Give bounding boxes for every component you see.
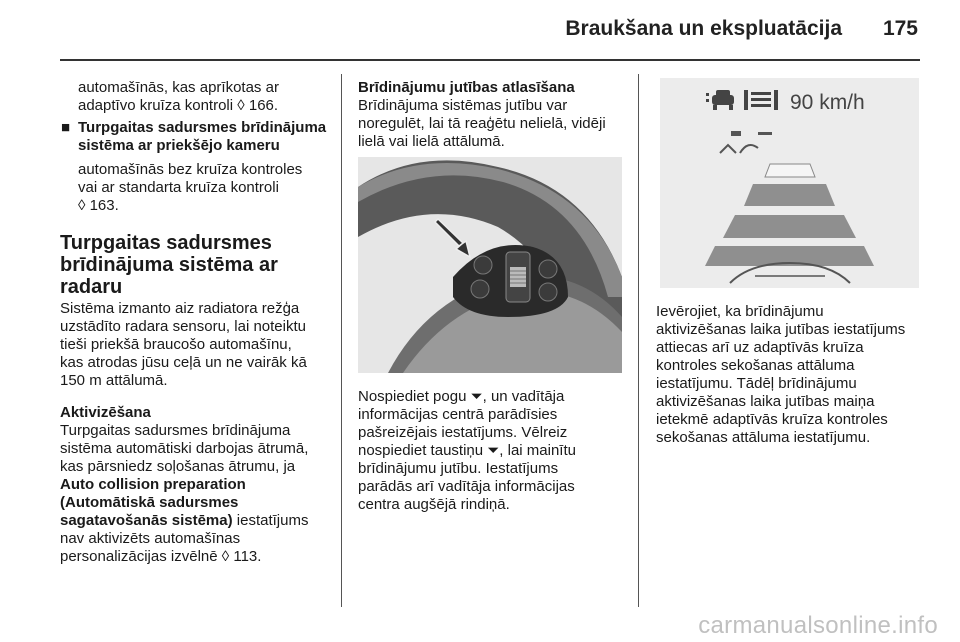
text-line: sistēma automātiski darbojas ātrumā, xyxy=(60,440,309,457)
activation-paragraph xyxy=(60,422,330,566)
speed-display-text: 90 km/h xyxy=(790,91,865,114)
sensitivity-button-icon: ⏷ xyxy=(487,442,500,459)
text-line: automašīnās bez kruīza kontroles xyxy=(78,161,303,178)
text-line: Turpgaitas sadursmes brīdinājuma xyxy=(60,422,291,439)
text-line: aktivizēšanas laika jutības maiņa xyxy=(656,393,875,410)
cross-reference-link[interactable]: 166. xyxy=(248,97,279,114)
page-title: Braukšana un ekspluatācija xyxy=(565,17,842,40)
page-number: 175 xyxy=(882,17,918,40)
text-line: Sistēma izmanto aiz radiatora režģa xyxy=(60,300,300,317)
text-line: 150 m attālumā. xyxy=(60,372,168,389)
text-line xyxy=(78,197,330,215)
text-line: sagatavošanās sistēma) iestatījums xyxy=(60,512,309,529)
menu-setting-name: Auto collision preparation xyxy=(60,476,246,493)
driver-info-display xyxy=(660,78,919,288)
bullet-icon: ■ xyxy=(61,119,71,136)
text-line: Turpgaitas sadursmes brīdinājuma xyxy=(78,119,327,136)
text-line: Nospiediet pogu ⏷, un vadītāja xyxy=(358,388,565,405)
text-line: centra augšējā rindiņā. xyxy=(358,496,510,513)
continued-paragraph xyxy=(60,79,330,115)
text-line: nav aktivizēts automašīnas xyxy=(60,530,241,547)
bullet-text xyxy=(60,161,330,215)
text-line: Ievērojiet, ka brīdinājumu xyxy=(656,303,824,320)
section-subheading: Brīdinājumu jutības atlasīšana xyxy=(358,79,575,96)
intro-paragraph xyxy=(60,300,330,390)
cross-reference-link[interactable]: 163. xyxy=(89,197,119,214)
text-line: brīdinājumu jutību. Iestatījums xyxy=(358,460,559,477)
text-line: uzstādīto radara sensoru, lai noteiktu xyxy=(60,318,306,335)
text-line: kas atrodas jūsu ceļā un ne vairāk kā xyxy=(60,354,307,371)
text-line: sekošanas attāluma iestatījumu. xyxy=(656,429,871,446)
cross-reference-icon: ◊ xyxy=(78,197,86,214)
text-line: kontroles sekošanas attāluma xyxy=(656,357,855,374)
text-line: informācijas centrā parādīsies xyxy=(358,406,558,423)
text-line: vai ar standarta kruīza kontroli xyxy=(78,179,279,196)
text-line: personalizācijas izvēlnē ◊ 113. xyxy=(60,548,262,565)
text-line: ietekmē adaptīvās kruīza kontroles xyxy=(656,411,888,428)
bullet-title xyxy=(60,119,330,155)
text-line: Brīdinājuma sistēmas jutību var xyxy=(358,97,568,114)
column-1 xyxy=(60,79,330,566)
text-line: attiecas arī uz adaptīvās kruīza xyxy=(656,339,864,356)
steering-wheel-illustration xyxy=(358,157,622,373)
text-line: adaptīvo kruīza kontroli ◊ 166. xyxy=(78,97,279,114)
cross-reference-icon: ◊ xyxy=(237,97,245,114)
column-2-paragraph xyxy=(358,388,630,514)
text-line: parādās arī vadītāja informācijas xyxy=(358,478,575,495)
section-heading: Turpgaitas sadursmes brīdinājuma sistēma ar radaru xyxy=(60,232,278,298)
text-line: noregulēt, lai tā reaģētu nelielā, vidēji xyxy=(358,115,606,132)
column-divider-1 xyxy=(341,74,342,607)
column-divider-2 xyxy=(638,74,639,607)
steering-wheel-figure xyxy=(358,157,622,373)
sensitivity-button-icon: ⏷ xyxy=(470,388,483,405)
text-line: sistēma ar priekšējo kameru xyxy=(78,137,280,154)
text-line: iestatījumu. Tādēļ brīdinājumu xyxy=(656,375,857,392)
page-header xyxy=(0,0,960,60)
header-rule xyxy=(60,59,920,61)
cross-reference-link[interactable]: 113. xyxy=(233,548,262,565)
column-2 xyxy=(358,79,628,151)
cross-reference-icon: ◊ xyxy=(221,548,230,565)
text-line: pašreizējais iestatījums. Vēlreiz xyxy=(358,424,568,441)
subheading: Aktivizēšana xyxy=(60,404,151,421)
text-line: kas pārsniedz soļošanas ātrumu, ja xyxy=(60,458,296,475)
text-line: tieši priekšā braucošo automašīnu, xyxy=(60,336,292,353)
column-3-paragraph xyxy=(656,303,931,447)
watermark: carmanualsonline.info xyxy=(698,612,938,639)
text-line: lielā vai lielā attālumā. xyxy=(358,133,505,150)
text-line: aktivizēšanas laika jutības iestatījums xyxy=(656,321,906,338)
text-line: nospiediet taustiņu ⏷, lai mainītu xyxy=(358,442,576,459)
display-figure xyxy=(660,78,919,288)
text-line: automašīnās, kas aprīkotas ar xyxy=(78,79,279,96)
menu-setting-name: (Automātiskā sadursmes xyxy=(60,494,239,511)
